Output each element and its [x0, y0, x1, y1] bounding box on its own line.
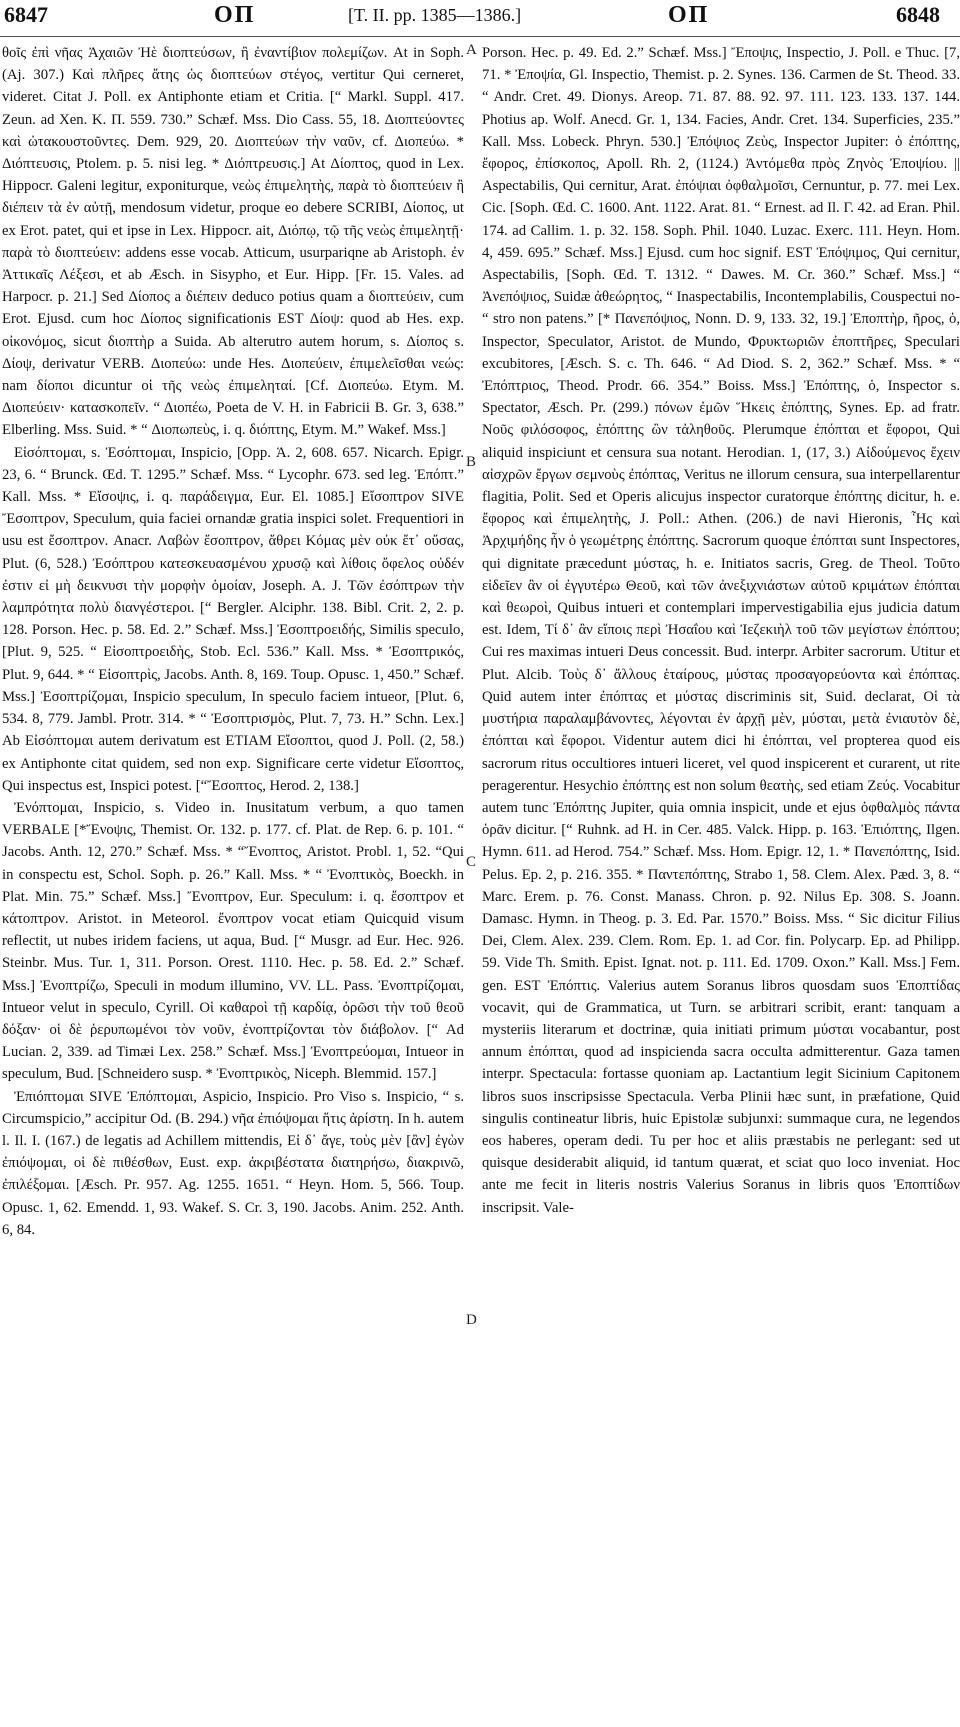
page-header [0, 0, 960, 36]
page-number-left: 6847 [4, 2, 48, 27]
margin-marker-b: B [466, 454, 477, 470]
paragraph: Εἰσόπτομαι, s. Ἐσόπτομαι, Inspicio, [Opp. Ἁ. 2, 608. 657. Nicarch. Epigr. 23, 6. “ Brunck. Œd. T. 1295.” Schæf. Mss. “ Lycophr. 673. sed leg. Ἐπόπτ.” Kall. Mss. * Εἴσοψις, i. q. παράδειγμα, Eur. El. 1085.] Εἴσοπτρον SIVE Ἔσοπτρον, Speculum, quia faciei ornandæ gratia inspici solet. Frequentiori in usu est ἔσοπτρον. Anacr. Λαβὼν ἔσοπτρον, ἄθρει Κόμας μὲν οὐκ ἔτ᾽ οὔσας, Plut. (6, 528.) Ἐσόπτρου κατεσκευασμένου χρυσῷ καὶ λίθοις ὄφελος οὐδέν ἐστιν εἰ μὴ δεικνυσι τὴν μορφὴν ὁμοίαν, Joseph. A. J. Τῶν ἐσόπτρων τὴν λαμπρότητα πολὺ διανγέστεροι. [“ Bergler. Alciphr. 138. Bibl. Crit. 2, 2. p. 128. Porson. Hec. p. 58. Ed. 2.” Schæf. Mss.] Ἐσοπτροειδής, Similis speculo, [Plut. 9, 525. “ Εἰσοπτροειδὴς, Stob. Ecl. 536.” Kall. Mss. * Ἐσοπτρικός, Plut. 9, 644. * “ Εἰσοπτρὶς, Jacobs. Anth. 8, 169. Toup. Opusc. 1, 450.” Schæf. Mss.] Ἐσοπτρίζομαι, Inspicio speculum, In speculo faciem intueor, [Plut. 6, 534. 8, 779. Jambl. Protr. 314. * “ Ἐσοπτρισμὸς, Plut. 7, 73. H.” Schn. Lex.] Ab Εἰσόπτομαι autem derivatum est ETIAM Εἴσοπτοι, quod J. Poll. (2, 58.) ex Antiphonte citat quidem, sed non exp. Significare certe videtur Εἴσοπτος, Qui inspectus est, Inspici potest. [“Ἔσοπτος, Herod. 2, 138.] [2, 444, 464, 794]
header-rule [0, 36, 960, 37]
margin-marker-a: A [466, 42, 477, 58]
paragraph: Porson. Hec. p. 49. Ed. 2.” Schæf. Mss.] Ἔποψις, Inspectio, J. Poll. e Thuc. [7, 71. * Ἐποψία, Gl. Inspectio, Themist. p. 2. Synes. 136. Carmen de St. Theod. 33. “ Andr. Cret. 49. Dionys. Areop. 71. 87. 88. 92. 97. 111. 123. 133. 137. 144. Photius ap. Wolf. Anecd. Gr. 1, 134. Facies, Andr. Cret. 134. Superficies, 235.” Kall. Mss. Lobeck. Phryn. 530.] Ἐπόψιος Ζεὺς, Inspector Jupiter: ὁ ἐπόπτης, ἔφορος, ἐπίσκοπος, Apoll. Rh. 2, (1124.) Ἀντόμεθα πρὸς Ζηνὸς Ἐποψίου. || Aspectabilis, Qui cernitur, Arat. ἐπόψιαι ὀφθαλμοῖσι, Cernuntur, p. 77. mei Lex. Cic. [Soph. Œd. C. 1600. Ant. 1122. Arat. 81. “ Ernest. ad Il. Γ. 42. ad Eran. Phil. 174. ad Callim. 1. p. 32. 158. Soph. Phil. 1040. Luzac. Exerc. 111. Heyn. Hom. 4, 459. 695.” Schæf. Mss.] Ejusd. cum hoc signif. EST Ἐπόψιμος, Qui cernitur, Aspectabilis, [Soph. Œd. T. 1312. “ Dawes. M. Cr. 360.” Schæf. Mss.] “ Ἀνεπόψιος, Suidæ ἀθεώρητος, “ Inaspectabilis, Incontemplabilis, Couspectui no- “ stro non patens.” [* Πανεπόψιος, Nonn. D. 9, 133. 32, 19.] Ἐποπτὴρ, ῆρος, ὁ, Inspector, Speculator, Aristot. de Mundo, Φρυκτωριῶν ἐποπτῆρες, Speculari excubitores, [Æsch. S. c. Th. 646. “ Ad Diod. S. 2, 362.” Schæf. Mss. * “ Ἐπόπτριος, Theod. Prodr. 66. 354.” Boiss. Mss.] Ἐπόπτης, ὁ, Inspector s. Spectator, Æsch. Pr. (299.) πόνων ἐμῶν Ἥκεις ἐπόπτης, Synes. Ep. ad fratr. Νοῦς φιλόσοφος, ἐπόπτης ὢν τἀληθοῦς. Plerumque ἐπόπται et ἔφοροι, Qui aliquid inspiciunt et censura sua notant. Herodian. 1, (17, 3.) Αἰδούμενος ἔχειν αἰσχρῶν ἔργων σεμνοὺς ἐπόπτας, Veritus ne illorum censura, sua interpellarentur flagitia, Polit. Sed et Operis alicujus inspector curatorque ἐπόπτης dicitur, h. e. ἔφορος καὶ ἐπιμελητὴς, J. Poll.: Athen. (206.) de navi Hieronis, Ἧς καὶ Ἀρχιμήδης ἦν ὁ γεωμέτρης ἐπόπτης. Sacrorum quoque ἐπόπται sunt Inspectores, qui dignitate præcedunt μύστας, h. e. Initiatos sacris, Greg. de Theol. Τοῦτο εἰδεῖεν ἂν οἱ ἐγγυτέρω Θεοῦ, καὶ τῶν ἀνεξιχνιάστων αὐτοῦ κριμάτων ἐπόπται καὶ θεωροὶ, Quibus intueri et contemplari impervestigabilia ejus judicia datum est. Idem, Τί δ᾽ ἂν εἴποις περὶ Ἠσαΐου καὶ Ἰεζεκιὴλ τοῦ τῶν μεγίστων ἐπόπτου; Cui res maximas intueri Deus concessit. Bud. interpr. Arbiter sacrorum. Utitur et Plut. Alcib. Τοὺς δ᾽ ἄλλους ἑταίρους, μύστας προσαγορεύοντα καὶ ἐπόπτας. Quid autem inter ἐπόπτας et μύστας discriminis sit, Suid. declarat, Οἱ τὰ μυστήρια παραλαμβάνοντες, λέγονται ἐν ἀρχῇ μὲν, μύσται, μετὰ ἐνιαυτὸν δὲ, ἐπόπται καὶ ἔφοροι. Videntur autem dici hi ἐπόπται, vel propterea quod eis sacrorum ritus occultiores intueri liceret, vel quod inspicerent et curarent, ut rite peragerentur. Hesychio ἐπόπτης est non solum θεατὴς, sed etiam Ζεύς. Vocabitur autem tunc Ἐπόπτης Jupiter, quia omnia inspicit, unde et ejus ὀφθαλμὸς πάντα ὁρᾶν dicitur. [“ Ruhnk. ad H. in Cer. 485. Valck. Hipp. p. 163. Ἐπιόπτης, Ilgen. Hymn. 611. ad Herod. 754.” Schæf. Mss. Hom. Epigr. 12, 1. * Πανεπόπτης, Isid. Pelus. Ep. 2, p. 216. 355. * Παντεπόπτης, Strabo 1, 58. Clem. Alex. Pæd. 3, 8. “ Marc. Erem. p. 76. Const. Manass. Chron. p. 92. Nilus Ep. 308. S. Joann. Damasc. Hymn. in Theog. p. 3. Ed. Par. 1570.” Boiss. Mss. “ Sic dicitur Filius Dei, Clem. Alex. 239. Clem. Rom. Ep. 1. ad Cor. fin. Polycarp. Ep. ad Philipp. 59. Vide Th. Smith. Epist. Ignat. not. p. 111. Ed. 1709. Oxon.” Kall. Mss.] Fem. gen. EST Ἐπόπτις. Valerius autem Soranus libros quosdam suos Ἐποπτίδας vocavit, qui de Grammatica, ut Turn. se arbitrari scribit, erant: tanquam a mysteriis literarum et doctrinæ, quia initiati primum μύσται vocabantur, post annum ἐπόπται, quod ad inspicienda sacra occulta admitterentur. Gaza tamen interpr. Spectacula: fortasse quoniam ap. Lactantium legit Sicinium Capitonem libros suos inscripsisse Spectacula. Verba Plinii hæc sunt, in præfatione, Quid singulis contineatur libris, huic Epistolæ subjunxi: summaque cura, ne legendos eos haberes, operam dedi. Tu per hoc et aliis præstabis ne perlegant: sed ut quisque desiderabit aliquid, id tantum quærat, et sciat quo loco inveniat. Hoc ante me fecit in literis nostris Valerius Soranus in libris quos Ἐποπτίδων inscripsit. Vale- [482, 45, 960, 1216]
paragraph: Ἐνόπτομαι, Inspicio, s. Video in. Inusitatum verbum, a quo tamen VERBALE [*Ἔνοψις, Themist. Or. 132. p. 177. cf. Plat. de Rep. 6. p. 101. “ Jacobs. Anth. 12, 270.” Schæf. Mss. * “Ἔνοπτος, Aristot. Probl. 1, 52. “Qui in conspectu est, Schol. Soph. p. 26.” Kall. Mss. * “ Ἐνοπτικὸς, Boeckh. in Plat. Min. 75.” Schæf. Mss.] Ἔνοπτρον, Eur. Speculum: i. q. ἔσοπτρον et κάτοπτρον. Aristot. in Meteorol. ἔνοπτρον vocat etiam Quicquid visum reflectit, ut nubes iridem faciens, ut aqua, Bud. [“ Musgr. ad Eur. Hec. 926. Steinbr. Mus. Tur. 1, 311. Porson. Orest. 1110. Hec. p. 58. Ed. 2.” Schæf. Mss.] Ἐνοπτρίζω, Speculi in modum illumino, VV. LL. Pass. Ἐνοπτρίζομαι, Intueor velut in speculo, Cyrill. Οἱ καθαροὶ τῇ καρδίᾳ, ὁρῶσι τὴν τοῦ θεοῦ δόξαν· οἱ δὲ ῥερυπωμένοι τὸν νοῦν, ἐνοπτρίζονται τὸν διάβολον. [“ Ad Lucian. 2, 339. ad Timæi Lex. 258.” Schæf. Mss.] Ἐνοπτρεύομαι, Intueor in speculum, Bud. [Schneidero susp. * Ἐνοπτρικὸς, Niceph. Blemmid. 157.] [2, 799, 464, 1083]
left-column [2, 42, 464, 1722]
page-range: [T. II. pp. 1385—1386.] [348, 5, 522, 25]
page-number-right: 6848 [896, 2, 940, 27]
right-column [482, 42, 960, 1722]
paragraph: Ἐπιόπτομαι SIVE Ἐπόπτομαι, Aspicio, Inspicio. Pro Viso s. Inspicio, “ s. Circumspicio,” accipitur Od. (B. 294.) νῆα ἐπιόψομαι ἥτις ἀρίστη. In h. autem l. Il. I. (167.) de legatis ad Achillem mittendis, Εἰ δ᾽ ἄγε, τοὺς μὲν [ἂν] ἐγὼν ἐπιόψομαι, οἱ δὲ πιθέσθων, Eust. exp. ἀκριβέστατα διατηρήσω, διακρινῶ, ἐπιλέξομαι. [Æsch. Pr. 957. Ag. 1255. 1651. “ Heyn. Hom. 5, 566. Toup. Opusc. 1, 62. Emendd. 1, 93. Wakef. S. Cr. 3, 190. Jacobs. Anim. 252. Anth. 6, 84. [2, 1088, 464, 1238]
paragraph: θοῖς ἐπὶ νῆας Ἀχαιῶν Ἠὲ διοπτεύσων, ἢ ἐναντίβιον πολεμίζων. At in Soph. (Aj. 307.) Καὶ πλῆρες ἄτης ὡς διοπτεύων στέγος, vertitur Qui cerneret, videret. Citat J. Poll. ex Antiphonte etiam et Critia. [“ Markl. Suppl. 417. Zeun. ad Xen. K. Π. 559. 730.” Schæf. Mss. Dio Cass. 55, 18. Διοπτεύοντες καὶ ὠτακουστοῦντες. Dem. 929, 20. Διοπτεύων τὴν ναῦν, cf. Διοπεύω. * Διόπτευσις, Ptolem. p. 5. nisi leg. * Διόπτρευσις.] Αt Δίοπτος, quod in Lex. Hippocr. Galeni legitur, exponiturque, νεὼς ἐπιμελητὴς, παρὰ τὸ διοπτεύειν ἢ διέπειν τὰ ἐν αὐτῇ, mendosum videtur, proque eo debere SCRIBI, Δίοπος, ut ex Erot. patet, qui et ipse in Lex. Hippocr. ait, Διόπῳ, τῷ τῆς νεὼς ἐπιμελητῇ· παρὰ τὸ διοπτεύειν: addens esse vocab. Atticum, usurpariqne ab Aristoph. ἐν Ἀττικαῖς Λέξεσι, et ab Æsch. in Sisypho, et Eur. Hipp. [Fr. 15. Vales. ad Harpocr. p. 21.] Sed Δίοπος a διέπειν deduco potius quam a διοπτεύειν, cum Erot. Ejusd. cum hoc Δίοπος significationis EST Δίοψ: quod ab Hes. exp. οἰκονόμος, sicut διοπτὴρ a Suida. Ab alterutro autem horum, s. Δίοπος s. Δίοψ, derivatur VERB. Διοπεύω: unde Hes. Διοπεύειν, ἐπιμελεῖσθαι νεώς: nam δίοποι dicuntur οἱ τῆς νεὼς ἐπιμεληταί. [Cf. Διοπεύω. Etym. M. Διοπεύειν· κατασκοπεῖν. “ Διοπέω, Poeta de V. H. in Fabricii B. Gr. 3, 638.” Elberling. Mss. Suid. * “ Διοπωπεὺς, i. q. διόπτης, Etym. M.” Wakef. Mss.] [2, 45, 464, 439]
section-heading-right: ΟΠ [668, 2, 710, 28]
margin-marker-d: D [466, 1312, 477, 1328]
margin-marker-c: C [466, 854, 477, 870]
section-heading-left: ΟΠ [214, 2, 256, 28]
